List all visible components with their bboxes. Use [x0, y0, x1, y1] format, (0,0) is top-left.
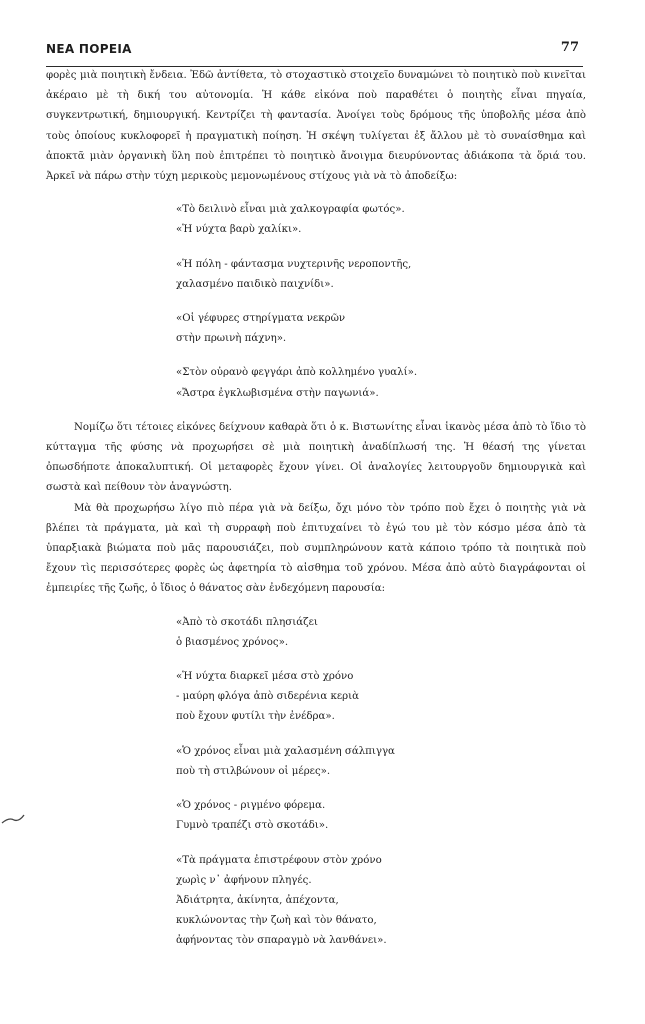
verse-line: στὴν πρωινὴ πάχνη».	[176, 333, 287, 345]
verse-line: χωρὶς ν᾽ ἀφήνουν πληγές.	[176, 874, 312, 886]
verse-line: Ἀδιάτρητα, ἀκίνητα, ἀπέχοντα,	[176, 894, 339, 906]
verse-line: «Τὸ δειλινὸ εἶναι μιὰ χαλκογραφία φωτός».	[176, 204, 405, 216]
verse-line: «Ἡ νύχτα διαρκεῖ μέσα στὸ χρόνο	[176, 671, 354, 683]
paragraph-2: Νομίζω ὅτι τέτοιες εἰκόνες δείχνουν καθαρὰ ὅτι ὁ κ. Βιστωνίτης εἶναι ἱκανὸς μέσα ἀπὸ τὸ ἴδιο τὸ κύτταγμα τῆς φύσης νὰ προχωρήσει σὲ μιὰ ποιητικὴ ἀναδίπλωσή της. Ἡ θέασή της γίνεται ὀπωσδήποτε ἀποκαλυπτική. Οἱ μεταφορὲς ἔχουν γίνει. Οἱ ἀναλογίες λειτουργοῦν δημιουργικὰ καὶ σωστὰ καὶ πείθουν τὸν ἀναγνώστη.	[46, 421, 586, 494]
stanza	[176, 613, 586, 653]
paragraph-1: φορὲς μιὰ ποιητικὴ ἔνδεια. Ἐδῶ ἀντίθετα, τὸ στοχαστικὸ στοιχεῖο δυναμώνει τὸ ποιητικὸ ποὺ κινεῖται ἀκέραιο μὲ τὴ δική του αὐτονομία. Ἡ κάθε εἰκόνα ποὺ παραθέτει ὁ ποιητὴς εἶναι πηγαία, συγκεντρωτική, δημιουργική. Κεντρίζει τὴ φαντασία. Ἀνοίγει τοὺς δρόμους τῆς ὑποβολῆς μέσα ἀπὸ τοὺς ὁποίους κυκλοφορεῖ ἡ πραγματικὴ ποίηση. Ἡ σκέψη τυλίγεται ἐξ ἄλλου μὲ τὸ συναίσθημα καὶ ἀποκτᾶ μιὰν ὀργανικὴ ὕλη ποὺ ἐπιτρέπει τὸ ποιητικὸ ἄνοιγμα διευρύνοντας ἀδιάκοπα τὰ ὅριά του. Ἀρκεῖ νὰ πάρω στὴν τύχη μερικοὺς μεμονωμένους στίχους γιὰ νὰ τὸ ἀποδείξω:	[46, 70, 586, 183]
stanza	[176, 255, 586, 295]
verse-line: «Τὰ πράγματα ἐπιστρέφουν στὸν χρόνο	[176, 854, 382, 866]
running-header	[46, 40, 583, 67]
stanza	[176, 363, 586, 403]
stanza	[176, 667, 586, 728]
margin-pencil-mark	[0, 812, 26, 826]
verse-line: ὁ βιασμένος χρόνος».	[176, 636, 289, 648]
verse-line: - μαύρη φλόγα ἀπὸ σιδερένια κεριὰ	[176, 691, 360, 703]
verse-line: «Ὁ χρόνος εἶναι μιὰ χαλασμένη σάλπιγγα	[176, 745, 395, 757]
stanza	[176, 742, 586, 782]
verse-line: «Ἡ πόλη - φάντασμα νυχτερινῆς νεροποντῆς,	[176, 258, 412, 270]
verse-line: «Ἄστρα ἐγκλωβισμένα στὴν παγωνιά».	[176, 387, 379, 399]
paragraph-3: Μὰ θὰ προχωρήσω λίγο πιὸ πέρα γιὰ νὰ δείξω, ὄχι μόνο τὸν τρόπο ποὺ ἔχει ὁ ποιητὴς γιὰ νὰ βλέπει τὰ πράγματα, μὰ καὶ τὴ συρραφὴ ποὺ ἐπιτυχαίνει τὸ ἐγώ του μὲ τὸν κόσμο μέσα ἀπὸ τὰ ὑπαρξιακὰ βιώματα ποὺ μᾶς παρουσιάζει, ποὺ συμπληρώνουν κατὰ κάποιο τρόπο τὰ ποιητικὰ ποὺ ἔχουν τὶς περισσότερες φορὲς ὡς ἀφετηρία τὸ αἰσθημα τοῦ χρόνου. Μέσα ἀπὸ αὐτὸ διαγράφονται οἱ ἐμπειρίες τῆς ζωῆς, ὁ ἴδιος ὁ θάνατος σὰν ἐνδεχόμενη παρουσία:	[46, 502, 586, 595]
verse-line: ποὺ τὴ στιλβώνουν οἱ μέρες».	[176, 765, 331, 777]
verse-line: «Ὁ χρόνος - ριγμένο φόρεμα.	[176, 800, 326, 812]
verse-line: ἀφήνοντας τὸν σπαραγμὸ νὰ λανθάνει».	[176, 935, 387, 947]
verse-line: χαλασμένο παιδικὸ παιχνίδι».	[176, 278, 334, 290]
verse-line: κυκλώνοντας τὴν ζωὴ καὶ τὸν θάνατο,	[176, 915, 377, 927]
verse-line: ποὺ ἔχουν φυτίλι τὴν ἐνέδρα».	[176, 711, 335, 723]
verse-block-2	[176, 613, 586, 952]
stanza	[176, 851, 586, 952]
page-number: 77	[560, 40, 579, 55]
stanza	[176, 200, 586, 240]
page-body	[46, 66, 586, 966]
stanza	[176, 796, 586, 836]
stanza	[176, 309, 586, 349]
verse-line: Γυμνὸ τραπέζι στὸ σκοτάδι».	[176, 820, 329, 832]
verse-block-1	[176, 200, 586, 404]
verse-line: «Ἀπὸ τὸ σκοτάδι πλησιάζει	[176, 616, 318, 628]
verse-line: «Οἱ γέφυρες στηρίγματα νεκρῶν	[176, 313, 346, 325]
verse-line: «Ἡ νύχτα βαρὺ χαλίκι».	[176, 224, 302, 236]
journal-title: ΝΕΑ ΠΟΡΕΙΑ	[46, 42, 132, 56]
verse-line: «Στὸν οὐρανὸ φεγγάρι ἀπὸ κολλημένο γυαλί».	[176, 367, 418, 379]
